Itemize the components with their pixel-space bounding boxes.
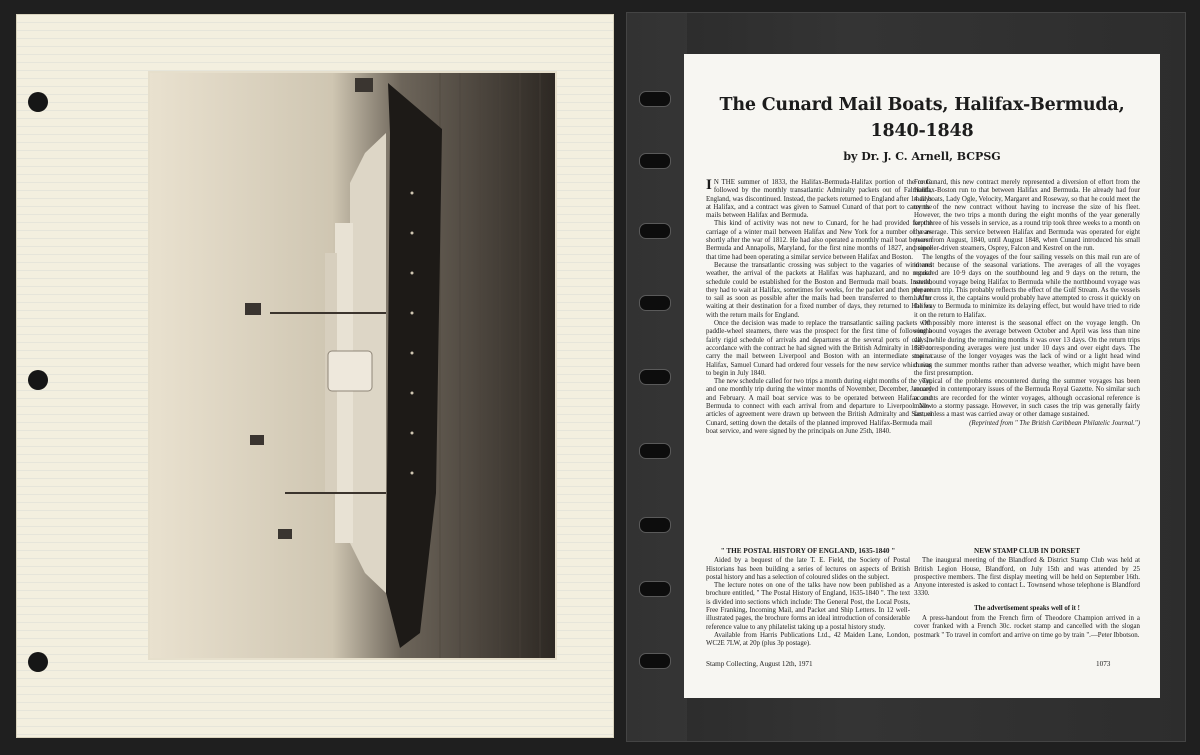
paragraph: Available from Harris Publications Ltd., 42 Maiden Lane, London, WC2E 7LW, at 20p (plus 3p postage). — [706, 631, 910, 648]
section-heading: The advertisement speaks well of it ! — [974, 604, 1080, 612]
ship-photograph — [150, 73, 555, 658]
drop-cap: I — [706, 179, 712, 193]
binder-slot — [639, 223, 671, 239]
paragraph: Of possibly more interest is the seasonal effect on the voyage length. On southbound voyages the average between October and April was less than nine days, while during the remaining months it was over 13 days. On the return trips the corresponding averages were just under 10 days and over eight days. The main cause of the longer voyages was the lack of wind or a light head wind during the summer months rather than adverse weather, which might have been the first presumption. — [914, 320, 1140, 377]
paragraph: For Cunard, this new contract merely represented a diversion of effort from the Halifax-Boston run to that between Halifax and Bermuda. He already had four mail boats, Lady Ogle, Velocity, Margaret and Roseway, so that he could meet the terms of the new contract without having to increase the size of his fleet. However, the two trips a month during the eight months of the year generally kept three of his vessels in service, as a round trip took three weeks to a month on the average. This service between Halifax and Bermuda was operated for eight years from August, 1840, until August 1848, when Cunard introduced his small propeller-driven steamers, Osprey, Falcon and Kestrel on the run. — [914, 179, 1140, 253]
paragraph: The lecture notes on one of the talks have now been published as a brochure entitled, " The Postal History of England, 1635-1840 ". The text is divided into sections which include: The General Post, the Local Posts, Free Franking, Incoming Mail, and Packet and Ship Letters. In 12 well-illustrated pages, the brochure forms an ideal introduction of considerable reference value to any philatelist taking up a postal history study. — [706, 582, 910, 631]
binder-slot — [639, 653, 671, 669]
binder-slot — [639, 517, 671, 533]
paragraph: The inaugural meeting of the Blandford & District Stamp Club was held at British Legion House, Blandford, on July 15th and was attended by 25 prospective members. The first display meeting will be held on September 16th. Anyone interested is asked to contact L. Townsend whose telephone is Blandford 3330. — [914, 557, 1140, 598]
album-page-left — [16, 14, 614, 738]
binder-slot — [639, 91, 671, 107]
binder-hole — [28, 370, 48, 390]
paragraph: Typical of the problems encountered during the summer voyages has been recorded in contemporary issues of the Bermuda Royal Gazette. No similar such accounts are recorded for the winter voyages, although occasional reference is made to a stormy passage. However, in such cases the trip was generally fairly fast, unless a mast was carried away or other damage sustained. — [914, 378, 1140, 419]
reprint-credit: (Reprinted from " The British Caribbean Philatelic Journal.") — [969, 419, 1140, 427]
paragraph: The lengths of the voyages of the four sailing vessels on this mail run are of interest because of the seasonal variations. The averages of all the voyages recorded are 10·9 days on the southbound leg and 9 days on the return, the southbound voyage being Halifax to Bermuda while the northbound voyage was the return trip. This probably reflects the effect of the Gulf Stream. As the vessels had to cross it, the captains would probably have attempted to cross it quickly on the way to Bermuda to minimize its delaying effect, but would have tried to ride it on the return to Halifax. — [914, 253, 1140, 319]
binder-hole — [28, 92, 48, 112]
article-column-right — [914, 179, 1140, 602]
paragraph: A press-handout from the French firm of Theodore Champion arrived in a cover franked with a French 30c. rocket stamp and cancelled with the slogan postmark " To travel in comfort and arrive on time go by train ".—Peter Ibbotson. — [914, 615, 1140, 639]
binder-slot — [639, 369, 671, 385]
article-column-left — [706, 179, 932, 579]
section-heading: NEW STAMP CLUB IN DORSET — [974, 547, 1080, 555]
postal-history-notice — [706, 547, 910, 655]
binder-slot — [639, 443, 671, 459]
paragraph: The new schedule called for two trips a month during eight months of the year, and one monthly trip during the winter months of November, December, January and February. A mail boat service was to be operated between Halifax and Bermuda to connect with each arrival from and departure to Liverpool. New articles of agreement were drawn up between the British Admiralty and Samuel Cunard, setting down the details of the planned improved Halifax-Bermuda mail boat service, and were signed by the principals on June 25th, 1840. — [706, 378, 932, 435]
magazine-clipping — [684, 54, 1160, 698]
article-byline: by Dr. J. C. Arnell, BCPSG — [843, 150, 1001, 163]
binder-slot — [639, 153, 671, 169]
publication-footer: Stamp Collecting, August 12th, 1971 — [706, 660, 813, 668]
paragraph: Because the transatlantic crossing was subject to the vagaries of wind and weather, the arrival of the packets at Halifax was haphazard, and no regular schedule could be established for the Boston and Bermuda mail boats. Instead, they had to wait at Halifax, sometimes for weeks, for the packet and then prepare to sail as soon as possible after the mails had been transferred to them. After waiting at their destination for a fixed number of days, they returned to Halifax with the return mails for England. — [706, 261, 932, 319]
binder-hole — [28, 652, 48, 672]
page-number: 1073 — [1096, 660, 1111, 668]
paragraph: Once the decision was made to replace the transatlantic sailing packets with paddle-wheel steamers, there was the prospect for the first time of following a fairly rigid schedule of arrivals and departures at the several ports of call. In accordance with the contract he had signed with the British Admiralty in 1839 to carry the mail between Liverpool and Boston with an intermediate stop at Halifax, Samuel Cunard had ordered four vessels for the new service which was to begin in July 1840. — [706, 320, 932, 377]
title-line-2: 1840-1848 — [870, 121, 974, 141]
stamp-club-notice — [914, 547, 1140, 667]
paragraph: I N THE summer of 1833, the Halifax-Bermuda-Halifax portion of the route followed by the monthly transatlantic Admiralty packets out of Falmouth, England, was discontinued. Instead, the packets returned to England after 14 days at Halifax, and a contract was given to Samuel Cunard of that port to carry the mails between Halifax and Bermuda. — [706, 179, 932, 220]
paragraph: This kind of activity was not new to Cunard, for he had provided for the carriage of a winter mail between Halifax and New York for a number of years shortly after the war of 1812. He had also operated a monthly mail boat between Bermuda and Annapolis, Maryland, for the first nine months of 1827, and since that time had been operating a similar service between Halifax and Boston. — [706, 220, 932, 261]
section-heading: " THE POSTAL HISTORY OF ENGLAND, 1635-1840 " — [720, 547, 896, 555]
binder-slot — [639, 295, 671, 311]
title-line-1: The Cunard Mail Boats, Halifax-Bermuda, — [719, 95, 1125, 115]
binder-slot — [639, 581, 671, 597]
article-title — [684, 92, 1160, 144]
paragraph: Aided by a bequest of the late T. E. Field, the Society of Postal Historians has been building a series of lectures on aspects of British postal history and has a selection of coloured slides on the subject. — [706, 557, 910, 581]
ship-illustration — [150, 73, 555, 658]
